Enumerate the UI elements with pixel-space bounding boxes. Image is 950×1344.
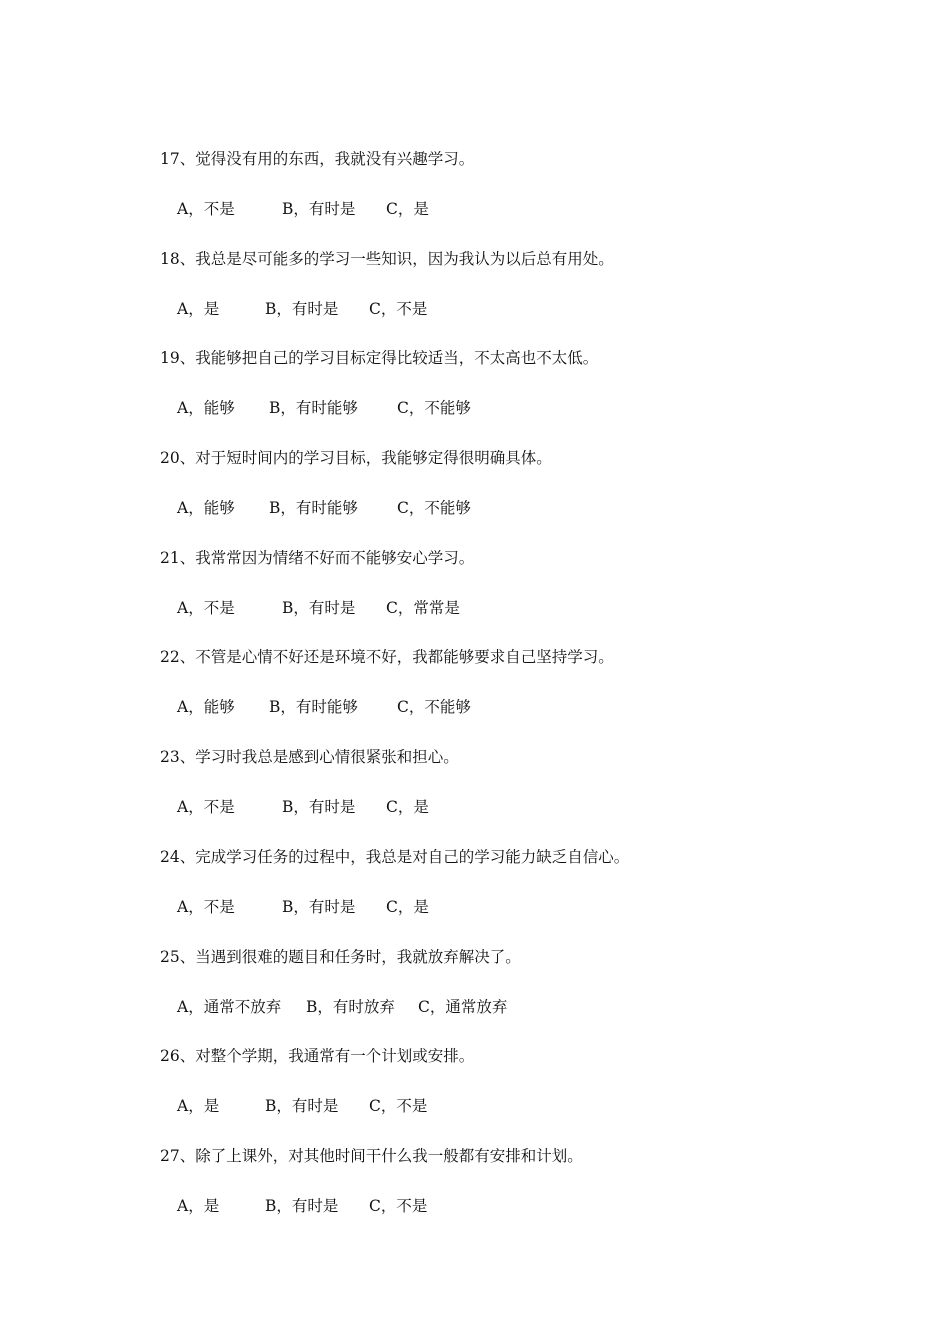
- option-c: C，不是: [369, 299, 428, 318]
- question-text: 22、不管是心情不好还是环境不好，我都能够要求自己坚持学习。: [160, 648, 614, 667]
- option-a: A，不是: [177, 598, 235, 617]
- option-c: C，不能够: [397, 698, 471, 717]
- option-b: B，有时能够: [269, 499, 358, 518]
- question-item: [160, 745, 860, 845]
- option-b: B，有时是: [265, 1196, 339, 1215]
- answer-options: [160, 1194, 860, 1219]
- answer-options: [160, 895, 860, 920]
- option-c: C，是: [386, 798, 429, 817]
- question-text: 21、我常常因为情绪不好而不能够安心学习。: [160, 548, 475, 567]
- question-text: 17、觉得没有用的东西，我就没有兴趣学习。: [160, 150, 475, 168]
- question-item: [160, 446, 860, 546]
- option-c: C，不是: [369, 1196, 428, 1215]
- option-c: C，通常放弃: [418, 997, 508, 1016]
- question-text: 23、学习时我总是感到心情很紧张和担心。: [160, 748, 459, 767]
- question-text: 27、除了上课外，对其他时间干什么我一般都有安排和计划。: [160, 1146, 583, 1165]
- question-text: 26、对整个学期，我通常有一个计划或安排。: [160, 1047, 475, 1066]
- option-c: C，是: [386, 897, 429, 916]
- option-a: A，不是: [177, 897, 235, 916]
- option-c: C，不是: [369, 1097, 428, 1116]
- option-a: A，不是: [177, 200, 235, 218]
- option-b: B，有时是: [265, 299, 339, 318]
- answer-options: [160, 396, 860, 421]
- option-b: B，有时是: [265, 1097, 339, 1116]
- question-item: [160, 147, 860, 247]
- question-text: 18、我总是尽可能多的学习一些知识，因为我认为以后总有用处。: [160, 249, 614, 268]
- option-b: B，有时是: [282, 897, 356, 916]
- answer-options: [160, 297, 860, 322]
- answer-options: [160, 995, 860, 1020]
- question-item: [160, 346, 860, 446]
- option-a: A，能够: [177, 399, 235, 418]
- question-text: 24、完成学习任务的过程中，我总是对自己的学习能力缺乏自信心。: [160, 847, 630, 866]
- option-a: A，能够: [177, 698, 235, 717]
- option-b: B，有时能够: [269, 399, 358, 418]
- option-b: B，有时是: [282, 598, 356, 617]
- option-a: A，是: [177, 299, 220, 318]
- question-item: [160, 247, 860, 347]
- option-c: C，不能够: [397, 499, 471, 518]
- option-a: A，能够: [177, 499, 235, 518]
- option-a: A，不是: [177, 798, 235, 817]
- question-list: [160, 147, 860, 1244]
- answer-options: [160, 1094, 860, 1119]
- option-b: B，有时是: [282, 798, 356, 817]
- question-text: 19、我能够把自己的学习目标定得比较适当，不太高也不太低。: [160, 349, 599, 368]
- answer-options: [160, 795, 860, 820]
- answer-options: [160, 496, 860, 521]
- option-c: C，不能够: [397, 399, 471, 418]
- option-b: B，有时放弃: [306, 997, 395, 1016]
- option-b: B，有时是: [282, 200, 356, 218]
- option-a: A，通常不放弃: [177, 997, 282, 1016]
- question-item: [160, 845, 860, 945]
- option-a: A，是: [177, 1196, 220, 1215]
- option-a: A，是: [177, 1097, 220, 1116]
- question-text: 20、对于短时间内的学习目标，我能够定得很明确具体。: [160, 449, 552, 468]
- answer-options: [160, 596, 860, 621]
- answer-options: [160, 695, 860, 720]
- option-c: C，是: [386, 200, 429, 218]
- option-b: B，有时能够: [269, 698, 358, 717]
- option-c: C，常常是: [386, 598, 460, 617]
- question-item: [160, 546, 860, 646]
- answer-options: [160, 197, 860, 222]
- question-item: [160, 645, 860, 745]
- question-item: [160, 1144, 860, 1244]
- question-text: 25、当遇到很难的题目和任务时，我就放弃解决了。: [160, 947, 521, 966]
- question-item: [160, 1044, 860, 1144]
- question-item: [160, 945, 860, 1045]
